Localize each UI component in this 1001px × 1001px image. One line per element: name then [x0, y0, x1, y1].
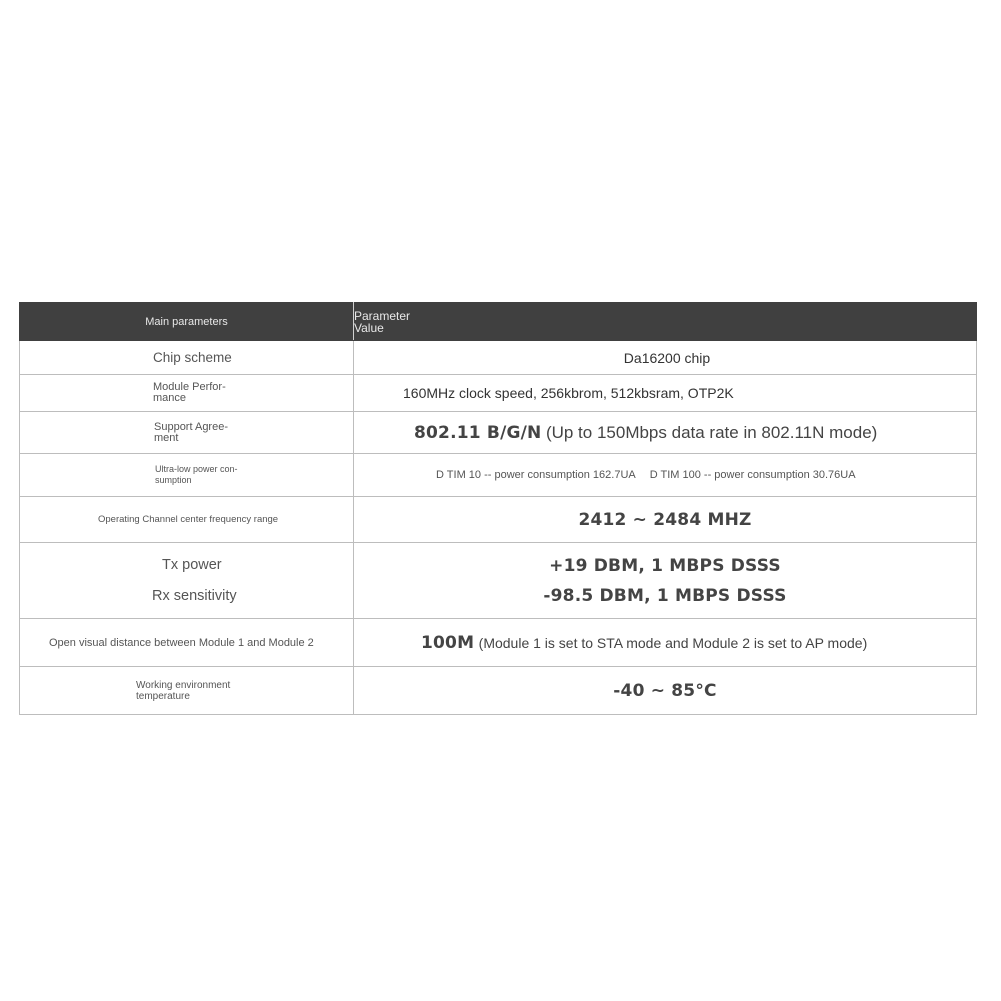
header-parameter-line2: Value — [354, 320, 384, 335]
label-line2: temperature — [136, 690, 190, 702]
protocol-note: (Up to 150Mbps data rate in 802.11N mode) — [545, 422, 878, 442]
header-main-parameters: Main parameters — [20, 303, 354, 341]
label-line1: Working environment — [136, 679, 231, 691]
label-line1: Module Perfor- — [153, 381, 226, 393]
protocol-standard: 802.11 B/G/N — [414, 422, 542, 443]
row-label-support-agreement — [20, 412, 354, 454]
spec-table — [19, 302, 977, 715]
table-row — [20, 543, 977, 619]
row-value-tx-rx — [354, 543, 977, 619]
label-line2: mance — [153, 392, 187, 404]
table-row — [20, 497, 977, 543]
table-row — [20, 412, 977, 454]
value-tx-power: +19 DBM, 1 MBPS DSSS — [549, 555, 781, 576]
table-row — [20, 375, 977, 412]
row-value-temperature: -40 ~ 85°C — [354, 667, 977, 715]
row-label-visual-distance: Open visual distance between Module 1 and Module 2 — [20, 619, 354, 667]
row-label-chip-scheme: Chip scheme — [20, 341, 354, 375]
table-header-row — [20, 303, 977, 341]
label-line2: sumption — [155, 475, 192, 485]
row-value-support-agreement — [354, 412, 977, 454]
row-label-frequency-range: Operating Channel center frequency range — [20, 497, 354, 543]
table-row — [20, 341, 977, 375]
label-line1: Ultra-low power con- — [155, 464, 238, 474]
label-line2: ment — [154, 431, 179, 444]
row-label-module-performance — [20, 375, 354, 412]
table-row — [20, 454, 977, 497]
row-value-frequency-range: 2412 ~ 2484 MHZ — [354, 497, 977, 543]
power-dtim100: D TIM 100 -- power consumption 30.76UA — [649, 469, 856, 481]
row-value-ultra-low-power — [354, 454, 977, 497]
table-row — [20, 619, 977, 667]
label-rx-sensitivity: Rx sensitivity — [152, 587, 237, 604]
row-label-temperature — [20, 667, 354, 715]
row-label-tx-rx — [20, 543, 354, 619]
row-value-module-performance: 160MHz clock speed, 256kbrom, 512kbsram, OTP2K — [354, 375, 977, 412]
distance-value: 100M — [421, 632, 475, 653]
row-value-visual-distance — [354, 619, 977, 667]
row-value-chip-scheme: Da16200 chip — [354, 341, 977, 375]
table-row — [20, 667, 977, 715]
header-parameter-value — [354, 303, 977, 341]
label-line1: Support Agree- — [154, 420, 228, 433]
value-rx-sensitivity: -98.5 DBM, 1 MBPS DSSS — [543, 585, 787, 606]
distance-note: (Module 1 is set to STA mode and Module 2 is set to AP mode) — [478, 634, 868, 651]
row-label-ultra-low-power — [20, 454, 354, 497]
power-dtim10: D TIM 10 -- power consumption 162.7UA — [436, 469, 636, 481]
header-parameter-line1: Parameter — [354, 308, 411, 323]
label-tx-power: Tx power — [162, 556, 222, 573]
